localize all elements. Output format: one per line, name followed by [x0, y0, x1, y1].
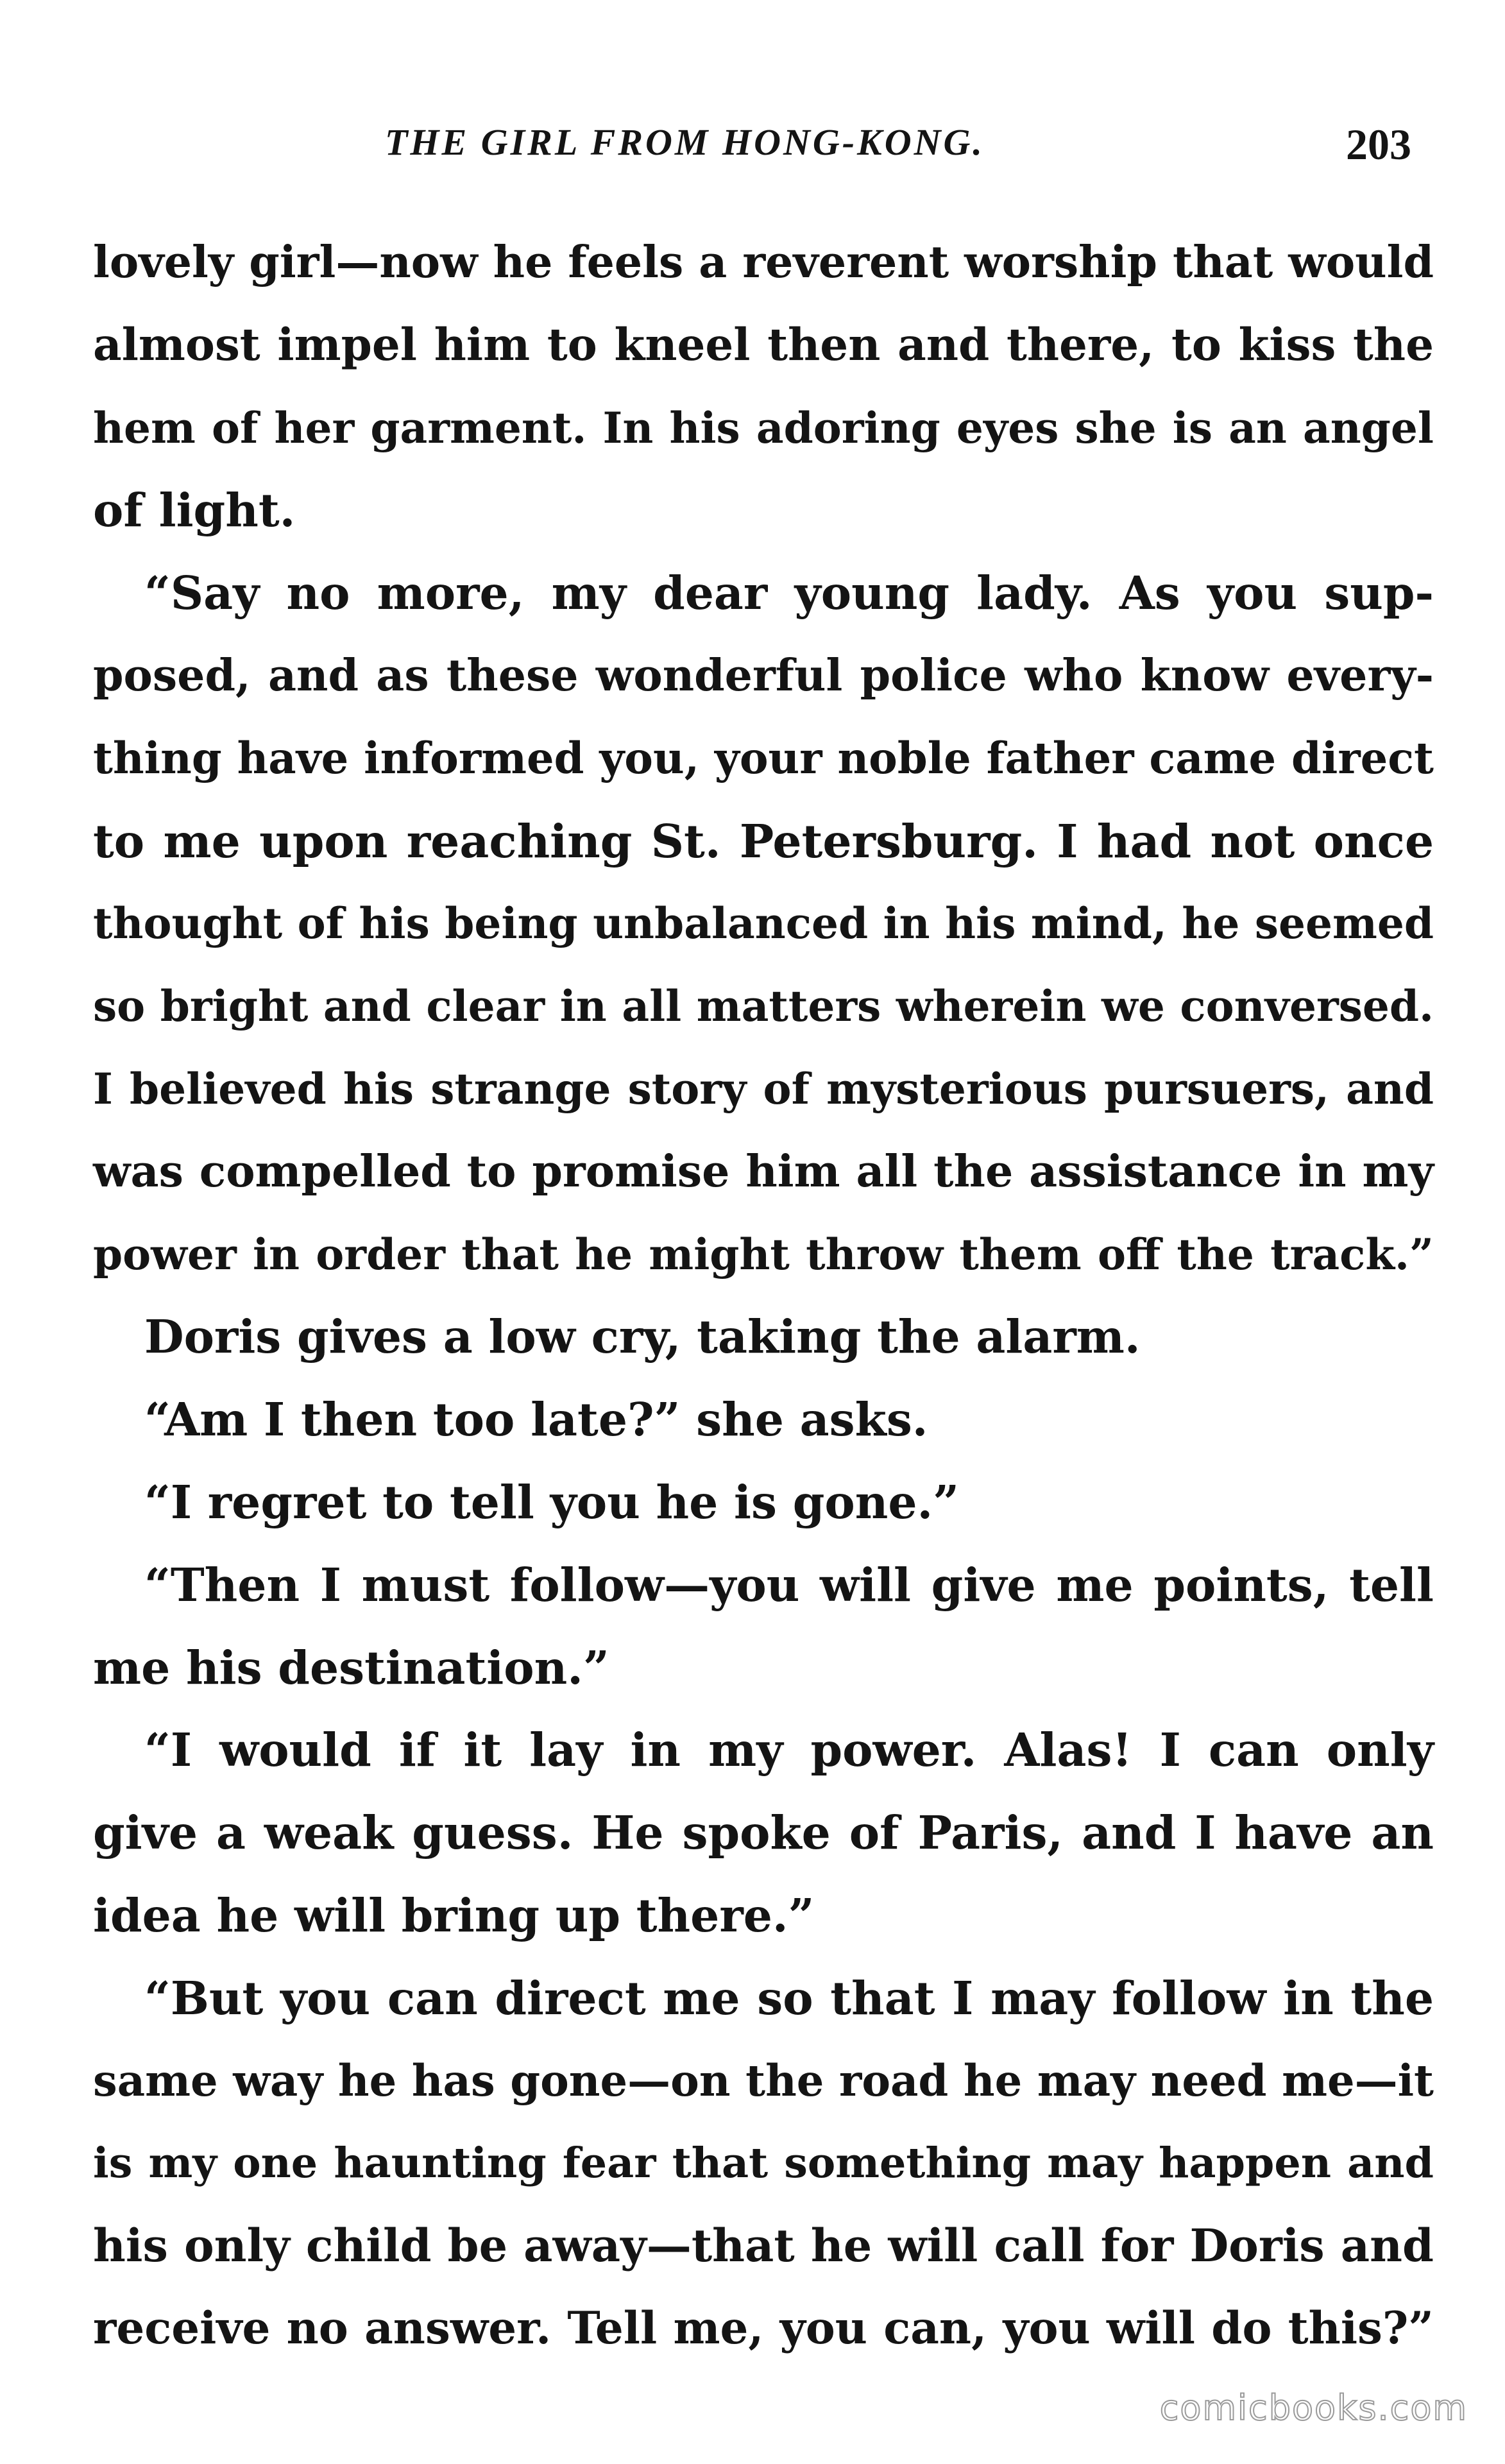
page-text [93, 221, 1434, 2370]
text-line: “I regret to tell you he is gone.” [144, 1475, 960, 1529]
text-line: posed, and as these wonderful police who know every- [93, 649, 1434, 701]
text-line: hem of her garment. In his adoring eyes she is an angel [93, 402, 1434, 453]
text-line: me his destination.” [93, 1640, 609, 1695]
text-line: same way he has gone—on the road he may need me—it [93, 2055, 1434, 2106]
text-line: “Then I must follow—you will give me points, tell [144, 1557, 1434, 1612]
text-line: “Am I then too late?” she asks. [144, 1392, 928, 1447]
text-line: give a weak guess. He spoke of Paris, and I have an [93, 1806, 1434, 1860]
text-line: “I would if it lay in my power. Alas! I can only [144, 1723, 1434, 1777]
text-line: so bright and clear in all matters wherein we conversed. [93, 981, 1434, 1032]
text-line: idea he will bring up there.” [93, 1888, 815, 1942]
text-line: Doris gives a low cry, taking the alarm. [144, 1310, 1141, 1364]
text-line: of light. [93, 483, 296, 538]
page-number: 203 [1346, 120, 1411, 169]
text-line: is my one haunting fear that something may happen and [93, 2139, 1434, 2188]
text-line: receive no answer. Tell me, you can, you will do this?” [93, 2302, 1434, 2354]
running-head [96, 121, 1411, 185]
text-line: his only child be away—that he will call for Doris and [93, 2219, 1434, 2273]
text-line: almost impel him to kneel then and there, to kiss the [93, 318, 1434, 371]
text-line: was compelled to promise him all the assistance in my [93, 1145, 1434, 1197]
text-line: I believed his strange story of mysterious pursuers, and [93, 1063, 1434, 1114]
text-line: “Say no more, my dear young lady. As you sup- [144, 566, 1434, 620]
text-line: lovely girl—now he feels a reverent worship that would [93, 237, 1434, 288]
text-line: power in order that he might throw them off the track.” [93, 1229, 1434, 1279]
text-line: “But you can direct me so that I may follow in the [144, 1971, 1434, 2025]
text-line: to me upon reaching St. Petersburg. I had not once [93, 814, 1434, 868]
text-line: thing have informed you, your noble father came direct [93, 732, 1434, 783]
watermark: comicbooks.com [1159, 2388, 1468, 2428]
text-line: thought of his being unbalanced in his mind, he seemed [93, 898, 1434, 949]
running-title: THE GIRL FROM HONG-KONG. [385, 121, 985, 163]
